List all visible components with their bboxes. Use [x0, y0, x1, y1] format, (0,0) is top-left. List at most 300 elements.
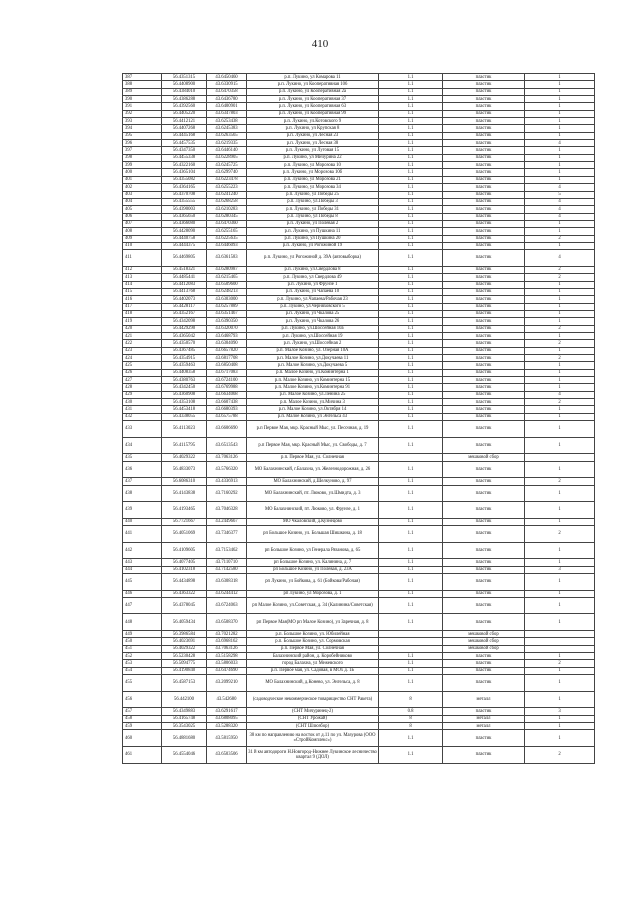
row-number-cell: 409: [123, 235, 162, 242]
material-cell: пластик: [443, 96, 525, 103]
latitude-cell: 56.4355082: [162, 176, 207, 183]
material-cell: пластик: [443, 391, 525, 398]
container-count-cell: 5: [525, 191, 595, 198]
latitude-cell: 56.4384010: [162, 88, 207, 95]
row-number-cell: 397: [123, 147, 162, 154]
longitude-cell: 43.6215465: [207, 274, 247, 281]
container-count-cell: 1: [525, 81, 595, 88]
longitude-cell: 43.6304090: [207, 340, 247, 347]
material-cell: пластик: [443, 162, 525, 169]
latitude-cell: 56.4378045: [162, 597, 207, 614]
row-number-cell: 458: [123, 715, 162, 722]
latitude-cell: 56.4833073: [162, 461, 207, 478]
address-cell: р.п. Лукино, ул Кооперативная 99: [247, 110, 379, 117]
material-cell: пластик: [443, 406, 525, 413]
volume-cell: 1.1: [379, 235, 443, 242]
container-count-cell: 1: [525, 461, 595, 478]
table-row: [123, 559, 595, 566]
volume-cell: 1.1: [379, 325, 443, 332]
table-row: [123, 518, 595, 525]
longitude-cell: 43.6575788: [207, 413, 247, 420]
material-cell: пластик: [443, 518, 525, 525]
table-row: [123, 74, 595, 81]
address-cell: город Балахна, ул Межевского: [247, 660, 379, 667]
longitude-cell: 43.6244412: [207, 590, 247, 597]
table-row: [123, 213, 595, 220]
longitude-cell: 43.6308318: [207, 573, 247, 590]
address-cell: рп Малое Козино, ул.Советская, д. 34 (Калинина/Советская): [247, 597, 379, 614]
container-count-cell: 1: [525, 242, 595, 249]
container-count-cell: 1: [525, 220, 595, 227]
container-count-cell: 1: [525, 573, 595, 590]
latitude-cell: 56.4338055: [162, 413, 207, 420]
material-cell: пластик: [443, 325, 525, 332]
address-cell: МО Балахнинский, д.Шелкуново, д. 97: [247, 478, 379, 485]
latitude-cell: 56.4365104: [162, 169, 207, 176]
row-number-cell: 391: [123, 103, 162, 110]
longitude-cell: 43.6210283: [207, 206, 247, 213]
row-number-cell: 389: [123, 88, 162, 95]
latitude-cell: 56.4412121: [162, 118, 207, 125]
volume-cell: 1.1: [379, 88, 443, 95]
row-number-cell: 435: [123, 454, 162, 461]
container-count-cell: 1: [525, 590, 595, 597]
row-number-cell: 400: [123, 169, 162, 176]
material-cell: пластик: [443, 399, 525, 406]
row-number-cell: 421: [123, 332, 162, 339]
row-number-cell: 428: [123, 384, 162, 391]
address-cell: р.п. Лукино, ул.Чапаева/Рабочая 23: [247, 296, 379, 303]
longitude-cell: 43.6508370: [207, 614, 247, 631]
volume-cell: 1.1: [379, 566, 443, 573]
material-cell: пластик: [443, 332, 525, 339]
address-cell: р.п. Первое Мая, ул. Солнечная: [247, 454, 379, 461]
longitude-cell: 43.7063126: [207, 645, 247, 652]
container-count-cell: 1: [525, 559, 595, 566]
container-count-cell: 4: [525, 206, 595, 213]
container-count-cell: 1: [525, 597, 595, 614]
latitude-cell: 56.4445168: [162, 132, 207, 139]
material-cell: пластик: [443, 118, 525, 125]
material-cell: пластик: [443, 730, 525, 747]
volume-cell: 1.1: [379, 347, 443, 354]
container-count-cell: 1: [525, 228, 595, 235]
volume-cell: 1.1: [379, 573, 443, 590]
latitude-cell: 56.4469805: [162, 250, 207, 267]
table-row: [123, 413, 595, 420]
address-cell: р.п. Лукино, ул Кооперативная 2а: [247, 88, 379, 95]
row-number-cell: 414: [123, 281, 162, 288]
address-cell: МО Балахнинский, пт. Люково, ул. Фрунзе, д. 1: [247, 502, 379, 519]
latitude-cell: 56.4029322: [162, 645, 207, 652]
container-count-cell: 1: [525, 347, 595, 354]
material-cell: пластик: [443, 110, 525, 117]
longitude-cell: 43.6253438: [207, 118, 247, 125]
address-cell: рп Лукино, ул Бойкова, д. 61 (Бойкова/Рабочая): [247, 573, 379, 590]
volume-cell: 1.1: [379, 213, 443, 220]
longitude-cell: 43.7142580: [207, 566, 247, 573]
container-count-cell: 1: [525, 667, 595, 674]
longitude-cell: 43.6470358: [207, 88, 247, 95]
row-number-cell: 450: [123, 638, 162, 645]
address-cell: р.п. Лукино, ул.Черняховского 5: [247, 303, 379, 310]
address-cell: (СНТ Шлюзбор): [247, 723, 379, 730]
volume-cell: 1.1: [379, 296, 443, 303]
latitude-cell: 56.4347350: [162, 147, 207, 154]
longitude-cell: 43.6361583: [207, 250, 247, 267]
longitude-cell: 43.6291617: [207, 708, 247, 715]
latitude-cell: 56.4351315: [162, 74, 207, 81]
longitude-cell: 43.6724100: [207, 377, 247, 384]
longitude-cell: 43.6817708: [207, 354, 247, 361]
material-cell: мешковой сбор: [443, 638, 525, 645]
container-count-cell: 2: [525, 266, 595, 273]
address-cell: р.п. Лукино, ул Крупская 8: [247, 125, 379, 132]
address-cell: р.п. Малое Козино, ул.Октября 14: [247, 406, 379, 413]
address-cell: р.п. Лукино, ул Морозова 21: [247, 176, 379, 183]
longitude-cell: 43.6474690: [207, 667, 247, 674]
address-cell: р.п. Лукино, ул.Шоссейная 19: [247, 332, 379, 339]
volume-cell: 1.1: [379, 74, 443, 81]
volume-cell: 1.1: [379, 250, 443, 267]
row-number-cell: 404: [123, 198, 162, 205]
volume-cell: 1.1: [379, 147, 443, 154]
row-number-cell: 430: [123, 399, 162, 406]
longitude-cell: 43.6436780: [207, 96, 247, 103]
address-cell: р.п. Лукино, ул Мичурина 22: [247, 154, 379, 161]
table-row: [123, 437, 595, 454]
table-row: [123, 730, 595, 747]
material-cell: пластик: [443, 169, 525, 176]
address-cell: (садоводческое некоммерческое товарищество СНТ Ракета): [247, 691, 379, 708]
volume-cell: 1.1: [379, 377, 443, 384]
table-row: [123, 340, 595, 347]
table-row: [123, 421, 595, 438]
material-cell: пластик: [443, 667, 525, 674]
container-count-cell: 1: [525, 518, 595, 525]
table-row: [123, 103, 595, 110]
material-cell: пластик: [443, 566, 525, 573]
latitude-cell: 56.4405220: [162, 110, 207, 117]
container-count-cell: 1: [525, 332, 595, 339]
volume-cell: 1.1: [379, 318, 443, 325]
container-count-cell: [525, 454, 595, 461]
latitude-cell: 56.4349883: [162, 708, 207, 715]
container-count-cell: 1: [525, 310, 595, 317]
longitude-cell: 43.5158298: [207, 653, 247, 660]
address-cell: р.п. Лукино, ул Пушкина 11: [247, 228, 379, 235]
table-row: [123, 81, 595, 88]
longitude-cell: 43.6248213: [207, 288, 247, 295]
latitude-cell: 56.4881680: [162, 730, 207, 747]
table-row: [123, 198, 595, 205]
address-cell: р.п. Малое Козино, ул.Коминтерна 91: [247, 384, 379, 391]
container-count-cell: 2: [525, 354, 595, 361]
row-number-cell: 422: [123, 340, 162, 347]
address-cell: р.п. Лукино, ул Морозова 10б: [247, 169, 379, 176]
longitude-cell: 43.2099210: [207, 675, 247, 692]
material-cell: пластик: [443, 154, 525, 161]
longitude-cell: 43.6219335: [207, 140, 247, 147]
volume-cell: 1.1: [379, 303, 443, 310]
material-cell: пластик: [443, 206, 525, 213]
address-cell: р.п. Малое Козино, ул.Мичина 3: [247, 399, 379, 406]
latitude-cell: 56.4587153: [162, 675, 207, 692]
latitude-cell: 56.6086310: [162, 478, 207, 485]
row-number-cell: 446: [123, 590, 162, 597]
container-count-cell: 1: [525, 303, 595, 310]
address-cell: р.п. Лукино, ул Рогожиной 19: [247, 242, 379, 249]
table-row: [123, 266, 595, 273]
page-number: 410: [311, 38, 329, 50]
longitude-cell: 43.6769988: [207, 384, 247, 391]
container-count-cell: 4: [525, 140, 595, 147]
address-cell: р.п. Лукино, ул Фрунзе 1: [247, 281, 379, 288]
container-count-cell: 1: [525, 74, 595, 81]
table-row: [123, 96, 595, 103]
address-cell: рп Лукино, ул Морозова, д. 1: [247, 590, 379, 597]
longitude-cell: 43.6808095: [207, 715, 247, 722]
table-row: [123, 384, 595, 391]
material-cell: металл: [443, 691, 525, 708]
material-cell: пластик: [443, 274, 525, 281]
table-row: [123, 303, 595, 310]
latitude-cell: 56.4342098: [162, 318, 207, 325]
material-cell: пластик: [443, 242, 525, 249]
address-cell: р.п Первое Мая, мкр. Красный Мыс, ул. Песочная, д. 19: [247, 421, 379, 438]
material-cell: пластик: [443, 437, 525, 454]
volume-cell: 1.1: [379, 228, 443, 235]
table-row: [123, 597, 595, 614]
address-cell: рп Большое Козино, ул Генерала Рязанова, д. 65: [247, 542, 379, 559]
volume-cell: 1.1: [379, 399, 443, 406]
address-cell: р.п. Малое Козино, ул.Докучаева 5: [247, 362, 379, 369]
table-row: [123, 318, 595, 325]
volume-cell: 1.1: [379, 362, 443, 369]
latitude-cell: 56.4429290: [162, 325, 207, 332]
material-cell: пластик: [443, 559, 525, 566]
volume-cell: 1.1: [379, 340, 443, 347]
material-cell: пластик: [443, 614, 525, 631]
row-number-cell: 396: [123, 140, 162, 147]
address-cell: МО Чкаловский, д.Кузнецово: [247, 518, 379, 525]
row-number-cell: 426: [123, 369, 162, 376]
longitude-cell: 43.7021282: [207, 631, 247, 638]
table-row: [123, 169, 595, 176]
latitude-cell: 56.4413768: [162, 288, 207, 295]
latitude-cell: 56.4364165: [162, 184, 207, 191]
longitude-cell: 43.6330915: [207, 81, 247, 88]
longitude-cell: 43.6280345: [207, 213, 247, 220]
table-row: [123, 310, 595, 317]
address-cell: МО Балахнинский, г.Балахна, ул. Железнодорожная, д. 26: [247, 461, 379, 478]
material-cell: пластик: [443, 288, 525, 295]
address-cell: р.п. Первое мая, ул. Садовая, в МОх д. 1Б: [247, 667, 379, 674]
row-number-cell: 395: [123, 132, 162, 139]
address-cell: р.п. Лукино, ул Рогожиной д. 39А (автовыборка): [247, 250, 379, 267]
longitude-cell: 43.6320070: [207, 325, 247, 332]
container-count-cell: 1: [525, 730, 595, 747]
table-row: [123, 691, 595, 708]
container-count-cell: 1: [525, 502, 595, 519]
material-cell: пластик: [443, 526, 525, 543]
address-cell: МО Балахнинский, д.Конево, ул. Энгельса, д. 8: [247, 675, 379, 692]
latitude-cell: 56.4444375: [162, 242, 207, 249]
row-number-cell: 402: [123, 184, 162, 191]
latitude-cell: 56.4428090: [162, 228, 207, 235]
latitude-cell: 56.4165748: [162, 715, 207, 722]
address-cell: рп Большое Козино, ул Полевая, д. 23А: [247, 566, 379, 573]
address-cell: 31 й км автодороги Н.Новгород-Нижнее Лукинское лесничество квартал 9 (ДОЛ): [247, 746, 379, 763]
container-count-cell: 1: [525, 421, 595, 438]
volume-cell: 0.8: [379, 708, 443, 715]
row-number-cell: 403: [123, 191, 162, 198]
volume-cell: 1.1: [379, 206, 443, 213]
row-number-cell: 413: [123, 274, 162, 281]
material-cell: пластик: [443, 421, 525, 438]
row-number-cell: 420: [123, 325, 162, 332]
container-count-cell: 1: [525, 154, 595, 161]
longitude-cell: 43.2449667: [207, 518, 247, 525]
table-row: [123, 354, 595, 361]
longitude-cell: 43.6299740: [207, 169, 247, 176]
material-cell: мешковой сбор: [443, 645, 525, 652]
container-count-cell: 2: [525, 235, 595, 242]
container-count-cell: 1: [525, 88, 595, 95]
volume-cell: 1.1: [379, 590, 443, 597]
latitude-cell: 56.4365042: [162, 332, 207, 339]
table-row: [123, 125, 595, 132]
material-cell: пластик: [443, 184, 525, 191]
address-cell: р.п. Лукино, ул Кооперативная 106: [247, 81, 379, 88]
material-cell: пластик: [443, 485, 525, 502]
address-cell: р.п. Лукино, ул Полевая 2: [247, 220, 379, 227]
table-row: [123, 708, 595, 715]
volume-cell: 1.1: [379, 288, 443, 295]
latitude-cell: 56.4367485: [162, 347, 207, 354]
longitude-cell: 43.6470360: [207, 220, 247, 227]
volume-cell: 1.1: [379, 526, 443, 543]
container-count-cell: 2: [525, 399, 595, 406]
table-row: [123, 406, 595, 413]
table-row: [123, 590, 595, 597]
table-row: [123, 281, 595, 288]
material-cell: мешковой сбор: [443, 631, 525, 638]
container-count-cell: 1: [525, 176, 595, 183]
table-row: [123, 454, 595, 461]
address-cell: рп Большое Козино, ул. Калинина, д. 7: [247, 559, 379, 566]
row-number-cell: 442: [123, 542, 162, 559]
address-cell: р.п. Лукино, ул Свердлова 49: [247, 274, 379, 281]
address-cell: р.п. Лукино, ул Кооперативная 63: [247, 103, 379, 110]
table-row: [123, 566, 595, 573]
volume-cell: 1.1: [379, 614, 443, 631]
longitude-cell: 43.5815950: [207, 730, 247, 747]
container-count-cell: 1: [525, 96, 595, 103]
latitude-cell: 56.4102318: [162, 566, 207, 573]
container-count-cell: 1: [525, 169, 595, 176]
row-number-cell: 429: [123, 391, 162, 398]
longitude-cell: 43.4336913: [207, 478, 247, 485]
table-row: [123, 369, 595, 376]
container-count-cell: 1: [525, 691, 595, 708]
container-count-cell: 1: [525, 296, 595, 303]
volume-cell: 1.1: [379, 310, 443, 317]
table-row: [123, 250, 595, 267]
latitude-cell: 56.4193465: [162, 502, 207, 519]
volume-cell: 1.1: [379, 103, 443, 110]
volume-cell: [379, 631, 443, 638]
row-number-cell: 416: [123, 296, 162, 303]
table-row: [123, 362, 595, 369]
container-count-cell: 1: [525, 377, 595, 384]
row-number-cell: 398: [123, 154, 162, 161]
volume-cell: 1.1: [379, 437, 443, 454]
latitude-cell: 56.4115795: [162, 437, 207, 454]
latitude-cell: 56.4352167: [162, 310, 207, 317]
table-row: [123, 638, 595, 645]
address-cell: р.п. Лукино, ул Чкалова 26: [247, 318, 379, 325]
table-row: [123, 614, 595, 631]
address-cell: р.п. Лукино, ул Комарова 11: [247, 74, 379, 81]
container-count-cell: [525, 638, 595, 645]
material-cell: пластик: [443, 220, 525, 227]
latitude-cell: 56.4428117: [162, 303, 207, 310]
latitude-cell: 56.3543025: [162, 723, 207, 730]
volume-cell: 1.1: [379, 132, 443, 139]
address-cell: р.п. Малое Козино, ул Коминтерна 15: [247, 377, 379, 384]
row-number-cell: 415: [123, 288, 162, 295]
longitude-cell: 43.6513543: [207, 437, 247, 454]
container-count-cell: 1: [525, 103, 595, 110]
longitude-cell: 43.6245383: [207, 125, 247, 132]
row-number-cell: 434: [123, 437, 162, 454]
row-number-cell: 440: [123, 518, 162, 525]
longitude-cell: 43.6255223: [207, 184, 247, 191]
longitude-cell: 43.6680393: [207, 406, 247, 413]
latitude-cell: 56.4350570: [162, 340, 207, 347]
table-row: [123, 485, 595, 502]
address-cell: р.п. Лукино, ул Победы 8: [247, 213, 379, 220]
longitude-cell: 43.6400901: [207, 103, 247, 110]
container-count-cell: 1: [525, 281, 595, 288]
row-number-cell: 423: [123, 347, 162, 354]
longitude-cell: 43.6228905: [207, 154, 247, 161]
material-cell: пластик: [443, 140, 525, 147]
volume-cell: 1.1: [379, 384, 443, 391]
material-cell: пластик: [443, 310, 525, 317]
latitude-cell: 56.4143838: [162, 485, 207, 502]
longitude-cell: 43.6634068: [207, 391, 247, 398]
material-cell: пластик: [443, 362, 525, 369]
container-count-cell: 2: [525, 325, 595, 332]
table-row: [123, 631, 595, 638]
material-cell: пластик: [443, 318, 525, 325]
volume-cell: 1.1: [379, 485, 443, 502]
row-number-cell: 387: [123, 74, 162, 81]
latitude-cell: 56.4059434: [162, 614, 207, 631]
longitude-cell: 43.6657820: [207, 347, 247, 354]
longitude-cell: 43.6241240: [207, 191, 247, 198]
address-cell: р.п. Малое Козино, ул. Озерная 10А: [247, 347, 379, 354]
container-count-cell: 3: [525, 708, 595, 715]
container-count-cell: 1: [525, 715, 595, 722]
material-cell: пластик: [443, 191, 525, 198]
row-number-cell: 451: [123, 645, 162, 652]
row-number-cell: 441: [123, 526, 162, 543]
latitude-cell: 56.4554046: [162, 746, 207, 763]
row-number-cell: 449: [123, 631, 162, 638]
